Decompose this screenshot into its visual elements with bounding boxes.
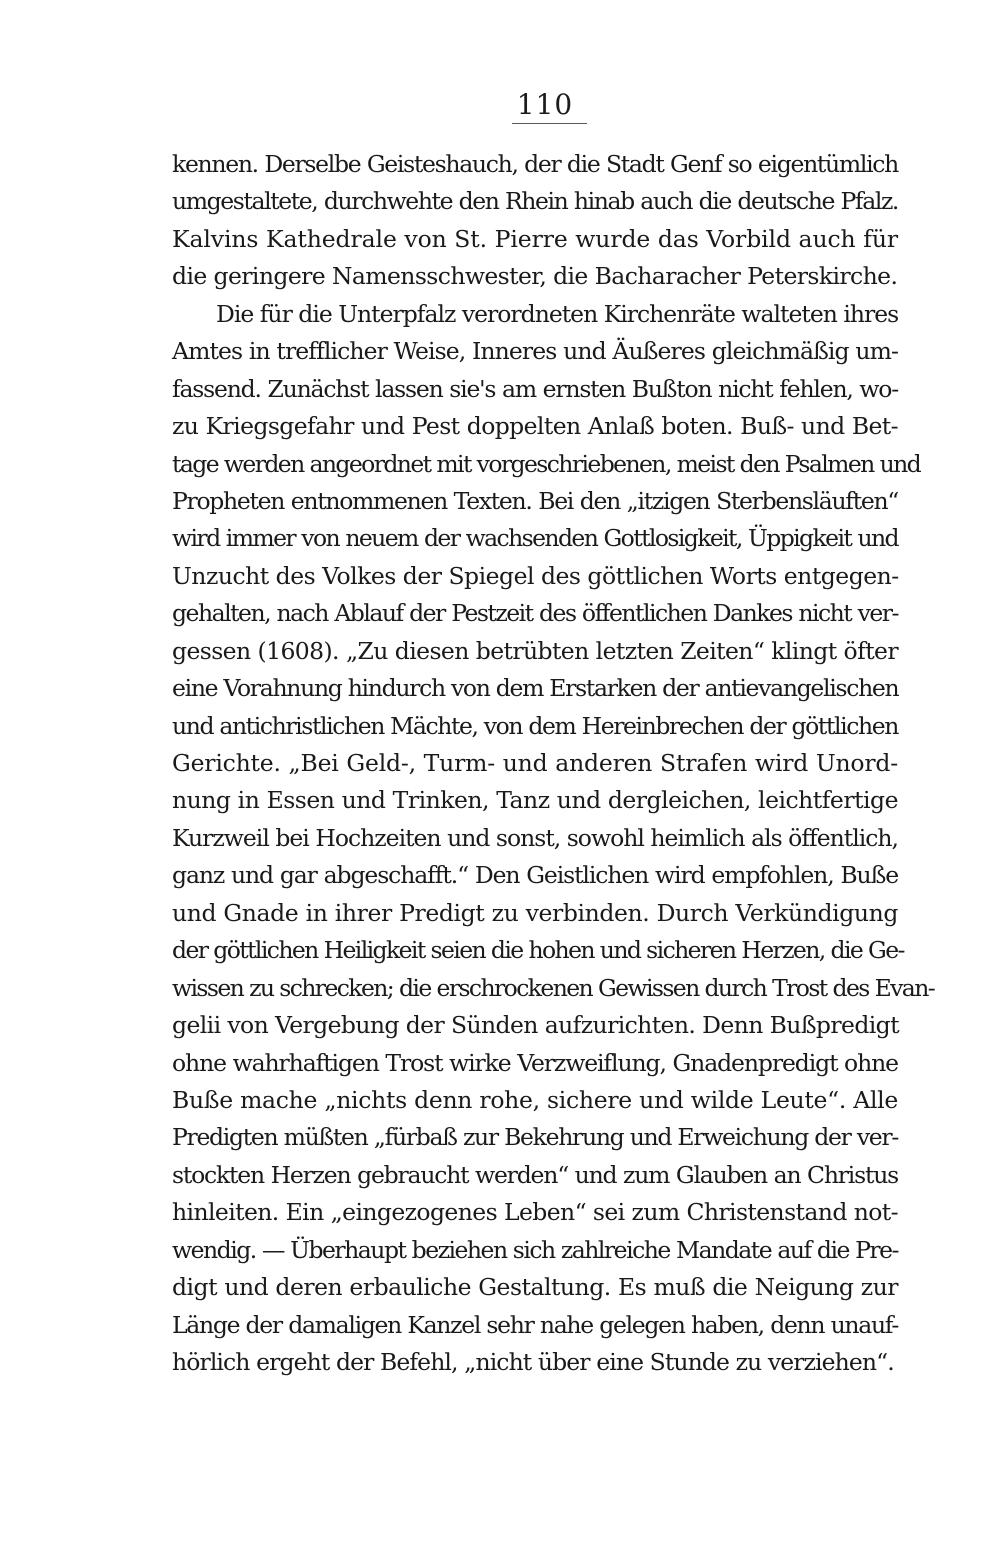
text-line: und Gnade in ihrer Predigt zu verbinden. Durch Verkündigung	[172, 898, 898, 927]
text-line: Unzucht des Volkes der Spiegel des göttlichen Worts entgegen-	[172, 561, 899, 590]
text-line: ganz und gar abgeschafft.“ Den Geistlichen wird empfohlen, Buße	[172, 861, 898, 890]
text-line: und antichristlichen Mächte, von dem Hereinbrechen der göttlichen	[172, 711, 898, 740]
text-line: wissen zu schrecken; die erschrockenen Gewissen durch Trost des Evan-	[172, 973, 935, 1002]
text-line: die geringere Namensschwester, die Bacharacher Peterskirche.	[172, 262, 898, 291]
paragraph	[172, 146, 898, 296]
text-line: gelii von Vergebung der Sünden aufzurichten. Denn Bußpredigt	[172, 1011, 899, 1040]
text-line: hinleiten. Ein „eingezogenes Leben“ sei zum Christenstand not-	[172, 1198, 898, 1227]
text-line: tage werden angeordnet mit vorgeschriebenen, meist den Psalmen und	[172, 449, 921, 478]
text-line: umgestaltete, durchwehte den Rhein hinab auch die deutsche Pfalz.	[172, 187, 898, 216]
text-line: nung in Essen und Trinken, Tanz und dergleichen, leichtfertige	[172, 786, 898, 815]
text-line: eine Vorahnung hindurch von dem Erstarken der antievangelischen	[172, 674, 899, 703]
text-line: der göttlichen Heiligkeit seien die hohen und sicheren Herzen, die Ge-	[172, 936, 904, 965]
text-line: Kurzweil bei Hochzeiten und sonst, sowohl heimlich als öffentlich,	[172, 823, 898, 852]
text-line: Gerichte. „Bei Geld-, Turm- und anderen Strafen wird Unord-	[172, 749, 898, 777]
text-line: stockten Herzen gebraucht werden“ und zum Glauben an Christus	[172, 1160, 898, 1189]
paragraph	[172, 296, 935, 1382]
text-line: Kalvins Kathedrale von St. Pierre wurde das Vorbild auch für	[172, 224, 898, 253]
text-line: Länge der damaligen Kanzel sehr nahe gelegen haben, denn unauf-	[172, 1310, 898, 1339]
page-number: 110	[516, 88, 574, 121]
text-line: Die für die Unterpfalz verordneten Kirchenräte walteten ihres	[216, 299, 899, 328]
text-line: Predigten müßten „fürbaß zur Bekehrung und Erweichung der ver-	[172, 1123, 898, 1152]
text-line: wird immer von neuem der wachsenden Gottlosigkeit, Üppigkeit und	[172, 524, 898, 553]
text-line: gehalten, nach Ablauf der Pestzeit des öffentlichen Dankes nicht ver-	[172, 599, 898, 628]
text-line: kennen. Derselbe Geisteshauch, der die Stadt Genf so eigentümlich	[172, 150, 898, 178]
text-line: ohne wahrhaftigen Trost wirke Verzweiflung, Gnadenpredigt ohne	[172, 1048, 898, 1077]
text-line: Amtes in trefflicher Weise, Inneres und Äußeres gleichmäßig um-	[172, 337, 898, 366]
text-line: hörlich ergeht der Befehl, „nicht über eine Stunde zu verziehen“.	[172, 1348, 894, 1376]
text-line: wendig. — Überhaupt beziehen sich zahlreiche Mandate auf die Pre-	[172, 1235, 898, 1264]
text-line: fassend. Zunächst lassen sie's am ernsten Bußton nicht fehlen, wo-	[172, 374, 898, 403]
text-line: digt und deren erbauliche Gestaltung. Es muß die Neigung zur	[172, 1273, 898, 1302]
text-line: Buße mache „nichts denn rohe, sichere und wilde Leute“. Alle	[172, 1085, 898, 1114]
text-line: zu Kriegsgefahr und Pest doppelten Anlaß boten. Buß- und Bet-	[172, 412, 898, 441]
text-line: Propheten entnommenen Texten. Bei den „itzigen Sterbensläuften“	[172, 486, 898, 515]
page-number-rule	[512, 123, 587, 124]
body-text	[172, 146, 935, 1381]
text-line: gessen (1608). „Zu diesen betrübten letzten Zeiten“ klingt öfter	[172, 636, 898, 665]
